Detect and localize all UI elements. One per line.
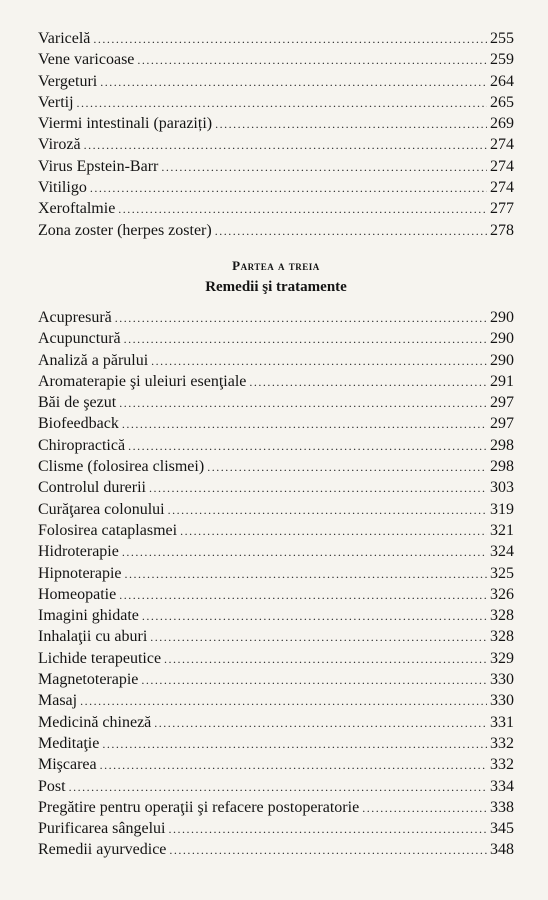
toc-entry-page: 255 [490,30,514,47]
toc-entry-page: 297 [490,394,514,412]
toc-entry [38,733,514,754]
toc-entry-page: 334 [490,777,514,795]
toc-entry-title: Băi de şezut [38,394,117,412]
toc-entry-title: Magnetoterapie [38,671,139,689]
toc-entry-title: Viermi intestinali (paraziți) [38,115,213,133]
toc-entry [38,477,514,498]
toc-dot-leader [125,564,487,584]
toc-entry-title: Post [38,777,66,795]
toc-entry-title: Hidroterapie [38,543,119,561]
toc-entry [38,690,514,711]
toc-entry-title: Analiză a părului [38,351,149,369]
toc-entry-page: 291 [490,372,514,390]
toc-entry-page: 265 [490,93,514,111]
toc-entry [38,71,514,92]
toc-entry [38,563,514,584]
toc-dot-leader [149,478,487,498]
toc-dot-leader [161,157,487,177]
toc-entry-title: Purificarea sângelui [38,820,166,838]
toc-dot-leader [124,329,487,349]
toc-entry-title: Virus Epstein-Barr [38,157,159,175]
toc-dot-leader [128,436,487,456]
toc-dot-leader [90,178,487,198]
toc-entry-title: Vitiligo [38,179,87,197]
toc-entry [38,28,514,49]
toc-entry [38,134,514,155]
toc-entry-title: Vene varicoase [38,51,135,69]
toc-entry-page: 298 [490,436,514,454]
toc-entry-page: 319 [490,500,514,518]
toc-entry [38,307,514,328]
toc-entry-title: Acupresură [38,308,112,326]
toc-entry [38,776,514,797]
toc-dot-leader [362,798,487,818]
toc-entry [38,435,514,456]
toc-entry-title: Homeopatie [38,585,117,603]
toc-entry-page: 330 [490,692,514,710]
toc-dot-leader [142,606,487,626]
toc-entry [38,113,514,134]
toc-entry-page: 303 [490,479,514,497]
toc-entry [38,797,514,818]
toc-dot-leader [249,372,487,392]
toc-entry-title: Aromaterapie şi uleiuri esenţiale [38,372,247,390]
toc-entry [38,754,514,775]
toc-entry-page: 298 [490,458,514,476]
toc-entry-title: Lichide terapeutice [38,649,162,667]
toc-entry-title: Remedii ayurvedice [38,841,167,859]
toc-entry [38,177,514,198]
toc-dot-leader [102,734,487,754]
toc-entry-page: 277 [490,200,514,218]
toc-dot-leader [84,135,487,155]
toc-entry [38,584,514,605]
toc-entry-title: Acupunctură [38,330,121,348]
toc-dot-leader [150,627,487,647]
toc-entry-title: Meditaţie [38,734,100,752]
toc-entry-title: Viroză [38,136,81,154]
toc-entry-page: 331 [490,713,514,731]
toc-entry-page: 325 [490,564,514,582]
toc-entry-title: Xeroftalmie [38,200,116,218]
toc-dot-leader [169,819,488,839]
toc-entry-page: 274 [490,179,514,197]
toc-entry [38,92,514,113]
toc-dot-leader [154,713,487,733]
toc-entry [38,648,514,669]
toc-list-diseases [38,28,514,241]
toc-dot-leader [137,50,487,70]
toc-entry-title: Inhalaţii cu aburi [38,628,148,646]
toc-entry-page: 274 [490,157,514,175]
toc-entry-page: 274 [490,136,514,154]
toc-entry [38,541,514,562]
toc-entry-page: 264 [490,72,514,90]
toc-entry-page: 330 [490,671,514,689]
toc-dot-leader [180,521,487,541]
toc-dot-leader [115,308,487,328]
toc-entry-page: 328 [490,628,514,646]
toc-entry-page: 326 [490,585,514,603]
toc-entry-page: 332 [490,734,514,752]
toc-dot-leader [119,393,487,413]
toc-entry-page: 290 [490,351,514,369]
toc-entry-page: 324 [490,543,514,561]
toc-dot-leader [100,755,487,775]
toc-entry [38,328,514,349]
toc-entry-page: 297 [490,415,514,433]
part-subtitle: Remedii şi tratamente [205,278,347,295]
toc-entry [38,818,514,839]
toc-entry-page: 278 [490,221,514,239]
toc-entry [38,392,514,413]
toc-dot-leader [168,500,487,520]
toc-entry [38,499,514,520]
part-title: Partea a treia [232,257,320,273]
toc-entry-page: 345 [490,820,514,838]
toc-entry-page: 269 [490,115,514,133]
toc-entry-page: 321 [490,521,514,539]
toc-entry-page: 329 [490,649,514,667]
toc-dot-leader [100,72,487,92]
toc-dot-leader [141,670,487,690]
toc-dot-leader [69,777,487,797]
toc-entry [38,220,514,241]
toc-entry-title: Folosirea cataplasmei [38,521,178,539]
toc-entry-page: 338 [490,798,514,816]
toc-entry-title: Mişcarea [38,756,97,774]
toc-entry [38,49,514,70]
toc-dot-leader [77,93,487,113]
toc-dot-leader [215,114,487,134]
toc-dot-leader [118,199,487,219]
toc-entry-page: 348 [490,841,514,859]
toc-entry-title: Biofeedback [38,415,119,433]
toc-entry-title: Controlul durerii [38,479,146,497]
toc-page [38,28,514,861]
toc-dot-leader [122,542,487,562]
toc-entry-page: 328 [490,607,514,625]
toc-dot-leader [215,221,487,241]
toc-list-remedies [38,307,514,861]
toc-entry [38,371,514,392]
toc-dot-leader [151,351,487,371]
toc-entry-page: 290 [490,308,514,326]
toc-entry [38,712,514,733]
toc-dot-leader [93,29,487,49]
toc-dot-leader [164,649,487,669]
toc-entry [38,520,514,541]
toc-entry-title: Chiropractică [38,436,126,454]
toc-entry-title: Vergeturi [38,72,98,90]
toc-entry-title: Clisme (folosirea clismei) [38,458,205,476]
toc-entry [38,839,514,860]
toc-dot-leader [169,840,487,860]
toc-entry [38,198,514,219]
toc-entry-title: Masaj [38,692,78,710]
toc-dot-leader [122,414,487,434]
toc-entry [38,413,514,434]
toc-entry-page: 332 [490,756,514,774]
toc-entry [38,669,514,690]
toc-entry [38,350,514,371]
toc-dot-leader [207,457,487,477]
toc-entry-title: Hipnoterapie [38,564,122,582]
toc-dot-leader [119,585,487,605]
toc-entry-title: Imagini ghidate [38,607,139,625]
toc-entry-title: Curăţarea colonului [38,500,165,518]
toc-entry [38,156,514,177]
toc-dot-leader [80,691,487,711]
toc-entry-title: Zona zoster (herpes zoster) [38,221,212,239]
toc-entry [38,456,514,477]
toc-entry-title: Medicină chineză [38,713,152,731]
toc-entry-page: 290 [490,330,514,348]
toc-entry-title: Varicelă [38,30,91,47]
part-header [38,255,514,297]
toc-entry [38,626,514,647]
toc-entry-title: Vertij [38,93,74,111]
toc-entry [38,605,514,626]
toc-entry-page: 259 [490,51,514,69]
toc-entry-title: Pregătire pentru operaţii şi refacere postoperatorie [38,798,360,816]
